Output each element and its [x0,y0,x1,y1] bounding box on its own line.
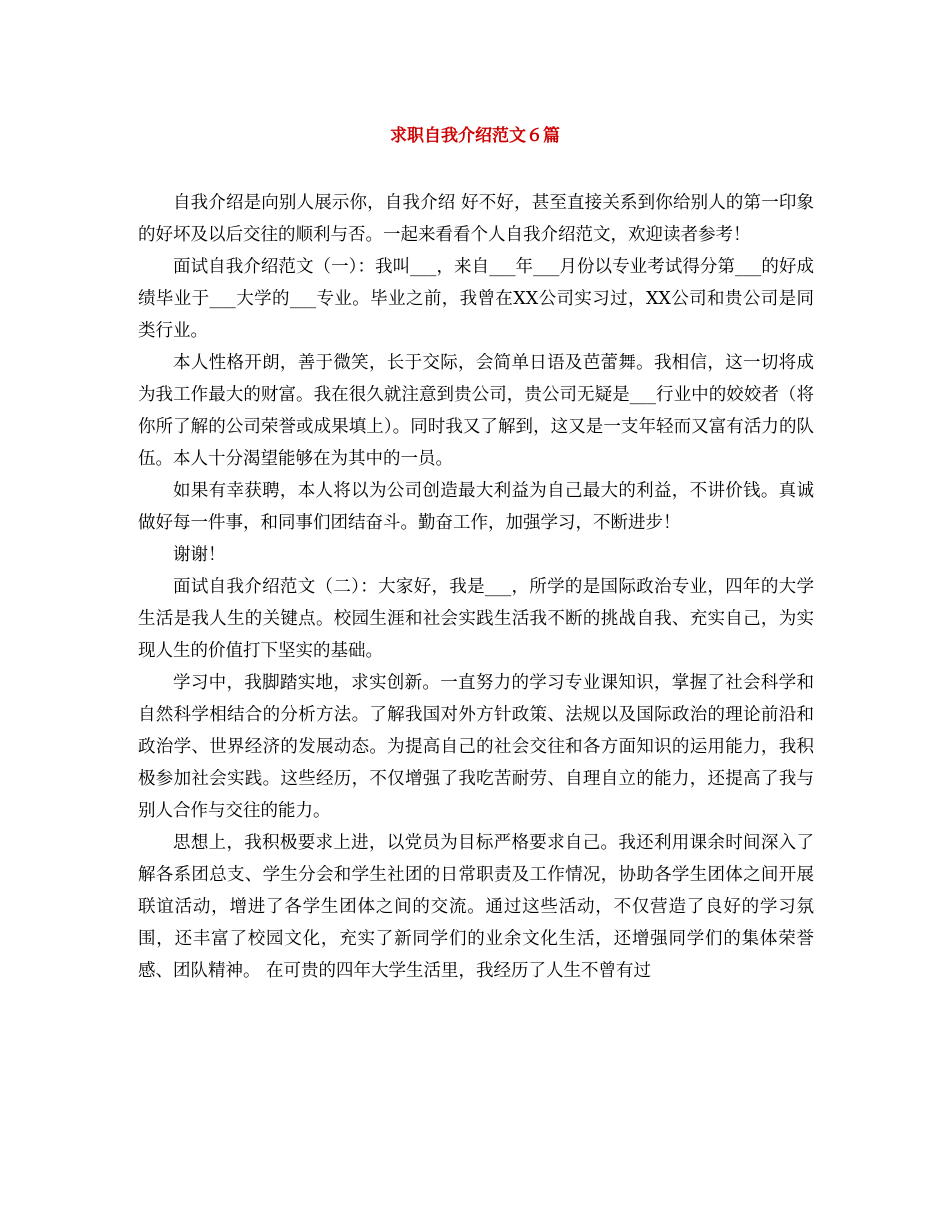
document-title: 求职自我介绍范文６篇 [390,126,560,146]
paragraph-sample-2: 面试自我介绍范文（二）：大家好，我是___，所学的是国际政治专业，四年的大学生活是我人生的关键点。校园生涯和社会实践生活我不断的挑战自我、充实自己，为实现人生的价值打下坚实的基础。 [138,577,814,661]
paragraph-study: 学习中，我脚踏实地，求实创新。一直努力的学习专业课知识，掌握了社会科学和自然科学相结合的分析方法。了解我国对外方针政策、法规以及国际政治的理论前沿和政治学、世界经济的发展动态。为提高自己的社会交往和各方面知识的运用能力，我积极参加社会实践。这些经历，不仅增强了我吃苦耐劳、自理自立的能力，还提高了我与别人合作与交往的能力。 [138,673,814,821]
paragraph-intro: 自我介绍是向别人展示你，自我介绍 好不好，甚至直接关系到你给别人的第一印象的好坏及以后交往的顺利与否。一起来看看个人自我介绍范文，欢迎读者参考！ [138,193,814,245]
paragraph-sample-1: 面试自我介绍范文（一）：我叫___，来自___年___月份以专业考试得分第___的好成绩毕业于___大学的___专业。毕业之前，我曾在XX公司实习过，XX公司和贵公司是同类行业。 [138,257,814,341]
paragraph-personality: 本人性格开朗，善于微笑，长于交际，会简单日语及芭蕾舞。我相信，这一切将成为我工作最大的财富。我在很久就注意到贵公司，贵公司无疑是___行业中的姣姣者（将你所了解的公司荣誉或成果填上）。同时我又了解到，这又是一支年轻而又富有活力的队伍。本人十分渴望能够在为其中的一员。 [138,353,814,469]
document-body [138,187,814,987]
paragraph-commitment: 如果有幸获聘，本人将以为公司创造最大利益为自己最大的利益，不讲价钱。真诚做好每一件事，和同事们团结奋斗。勤奋工作，加强学习，不断进步！ [138,481,814,533]
paragraph-thanks: 谢谢！ [173,545,226,565]
paragraph-thought: 思想上，我积极要求上进，以党员为目标严格要求自己。我还利用课余时间深入了解各系团总支、学生分会和学生社团的日常职责及工作情况，协助各学生团体之间开展联谊活动，增进了各学生团体之间的交流。通过这些活动，不仅营造了良好的学习氛围，还丰富了校园文化，充实了新同学们的业余文化生活，还增强同学们的集体荣誉感、团队精神。 在可贵的四年大学生活里，我经历了人生不曾有过 [138,833,814,981]
